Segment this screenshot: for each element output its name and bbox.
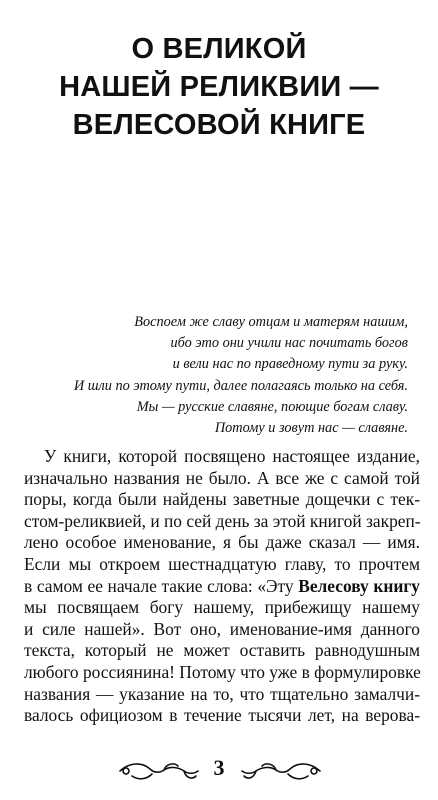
body-line: мы посвящаем богу нашему, прибежищу нашему xyxy=(24,597,420,618)
epigraph xyxy=(18,312,408,439)
epigraph-line: Воспоем же славу отцам и матерям нашим, xyxy=(134,314,408,330)
chapter-title-line-2: НАШЕЙ РЕЛИКВИИ — xyxy=(59,71,379,103)
body-line: названия — указание на то, что тщательно замалчи- xyxy=(24,683,420,704)
chapter-title-line-1: О ВЕЛИКОЙ xyxy=(131,33,307,65)
epigraph-line: ибо это они учили нас почитать богов xyxy=(170,335,408,352)
page-footer xyxy=(0,750,438,790)
chapter-title-line-3: ВЕЛЕСОВОЙ КНИГЕ xyxy=(72,109,366,141)
emphasized-book-title: Велесову книгу xyxy=(298,575,420,596)
right-ornament-icon xyxy=(240,758,322,784)
epigraph-line: и вели нас по праведному пути за руку. xyxy=(172,356,408,373)
body-line xyxy=(24,576,420,598)
body-line: поры, когда были найдены заветные дощечки с тек- xyxy=(24,489,420,510)
chapter-title xyxy=(0,30,438,144)
epigraph-line: Мы — русские славяне, поющие богам славу. xyxy=(136,398,408,415)
body-paragraph xyxy=(24,446,420,727)
body-line: любого россиянина! Потому что уже в формулировке xyxy=(24,661,421,682)
page-number: 3 xyxy=(213,755,225,780)
body-line: лено особое именование, я бы даже сказал — имя. xyxy=(24,532,420,553)
body-line: Если мы откроем шестнадцатую главу, то прочтем xyxy=(24,553,420,574)
body-line: изначально названия не было. А все же с самой той xyxy=(24,467,420,488)
body-line: стом-реликвией, и по сей день за этой книгой закреп- xyxy=(24,510,421,531)
epigraph-line: Потому и зовут нас — славяне. xyxy=(214,420,408,437)
body-line: У книги, которой посвящено настоящее издание, xyxy=(44,446,420,466)
epigraph-line: И шли по этому пути, далее полагаясь только на себя. xyxy=(73,377,408,394)
body-line: и силе нашей». Вот оно, именование-имя данного xyxy=(24,618,420,639)
body-line: текста, который не может оставить равнодушным xyxy=(24,640,420,661)
left-ornament-icon xyxy=(118,758,200,784)
body-line: валось официозом в течение тысячи лет, на верова- xyxy=(24,705,420,726)
body-line-text: в самом ее начале такие слова: «Эту xyxy=(24,575,294,596)
